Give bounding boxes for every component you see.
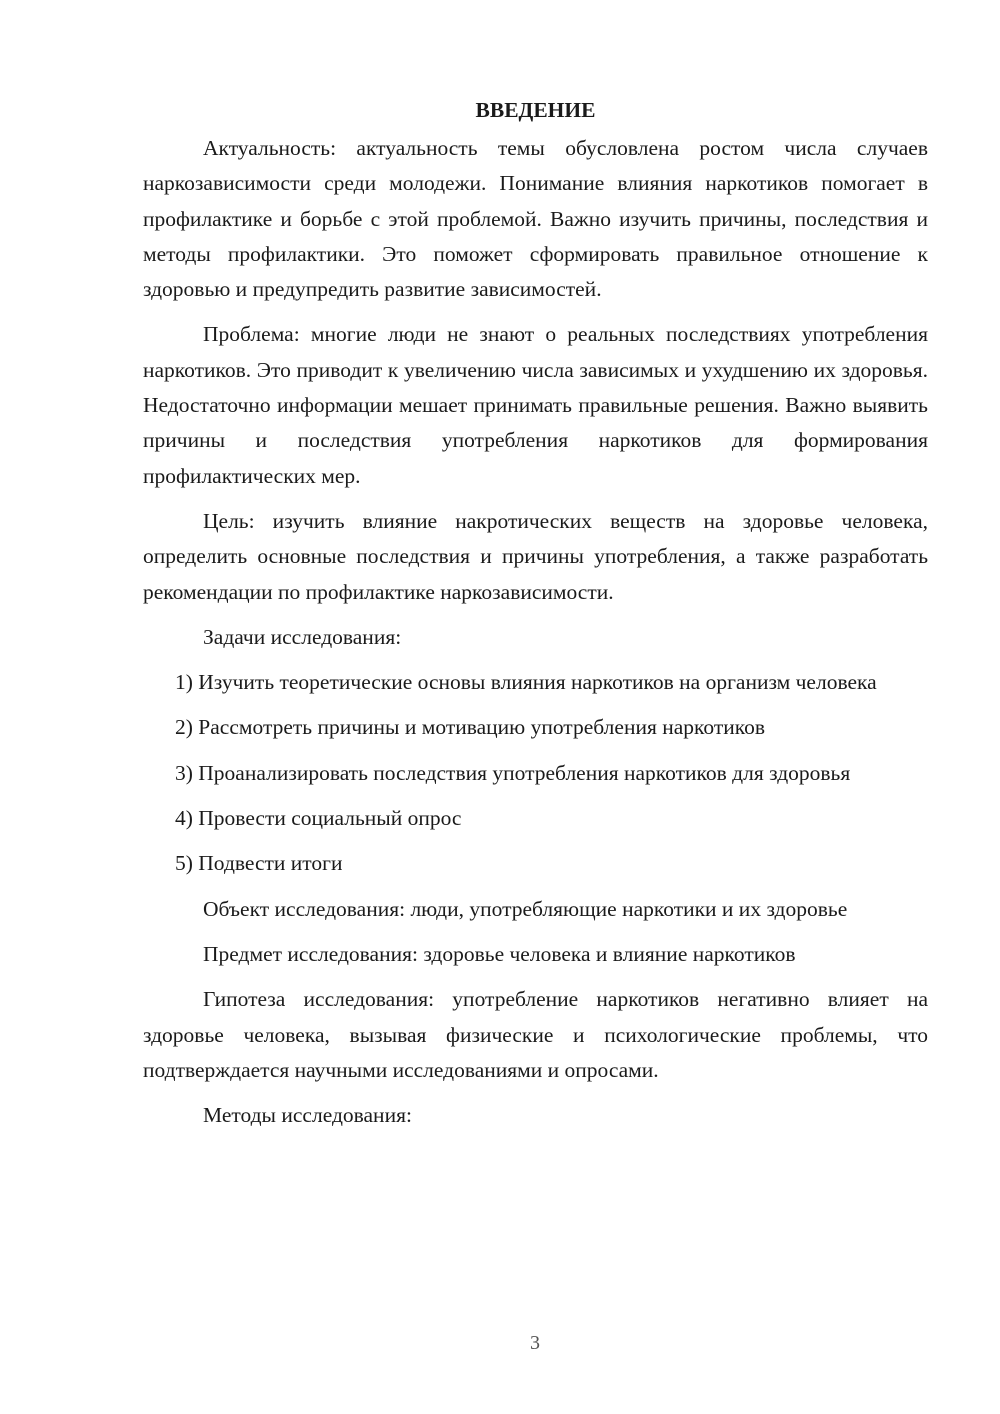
- paragraph-relevance: Актуальность: актуальность темы обусловлена ростом числа случаев наркозависимости среди молодежи. Понимание влияния наркотиков помогает в профилактике и борьбе с этой проблемой. Важно изучить причины, последствия и методы профилактики. Это поможет сформировать правильное отношение к здоровью и предупредить развитие зависимостей.: [143, 136, 928, 302]
- task-item-1: 1) Изучить теоретические основы влияния наркотиков на организм человека: [175, 670, 877, 695]
- page-number: 3: [530, 1332, 540, 1354]
- section-title: ВВЕДЕНИЕ: [475, 98, 596, 122]
- paragraph-hypothesis: Гипотеза исследования: употребление наркотиков негативно влияет на здоровье человека, вызывая физические и психологические проблемы, что подтверждается научными исследованиями и опросами.: [143, 987, 928, 1082]
- task-item-3: 3) Проанализировать последствия употребления наркотиков для здоровья: [175, 760, 851, 785]
- task-item-4: 4) Провести социальный опрос: [175, 806, 462, 831]
- paragraph-problem: Проблема: многие люди не знают о реальных последствиях употребления наркотиков. Это приводит к увеличению числа зависимых и ухудшению их здоровья. Недостаточно информации мешает принимать правильные решения. Важно выявить причины и последствия употребления наркотиков для формирования профилактических мер.: [143, 322, 928, 488]
- task-item-2: 2) Рассмотреть причины и мотивацию употребления наркотиков: [175, 715, 765, 740]
- document-page: [143, 92, 928, 1143]
- paragraph-tasks-heading: Задачи исследования:: [203, 624, 402, 649]
- paragraph-subject: Предмет исследования: здоровье человека и влияние наркотиков: [203, 941, 796, 966]
- paragraph-object: Объект исследования: люди, употребляющие наркотики и их здоровье: [203, 896, 848, 921]
- paragraph-goal: Цель: изучить влияние накротических веществ на здоровье человека, определить основные последствия и причины употребления, а также разработать рекомендации по профилактике наркозависимости.: [143, 508, 928, 604]
- paragraph-methods: Методы исследования:: [203, 1103, 412, 1128]
- task-item-5: 5) Подвести итоги: [175, 851, 343, 876]
